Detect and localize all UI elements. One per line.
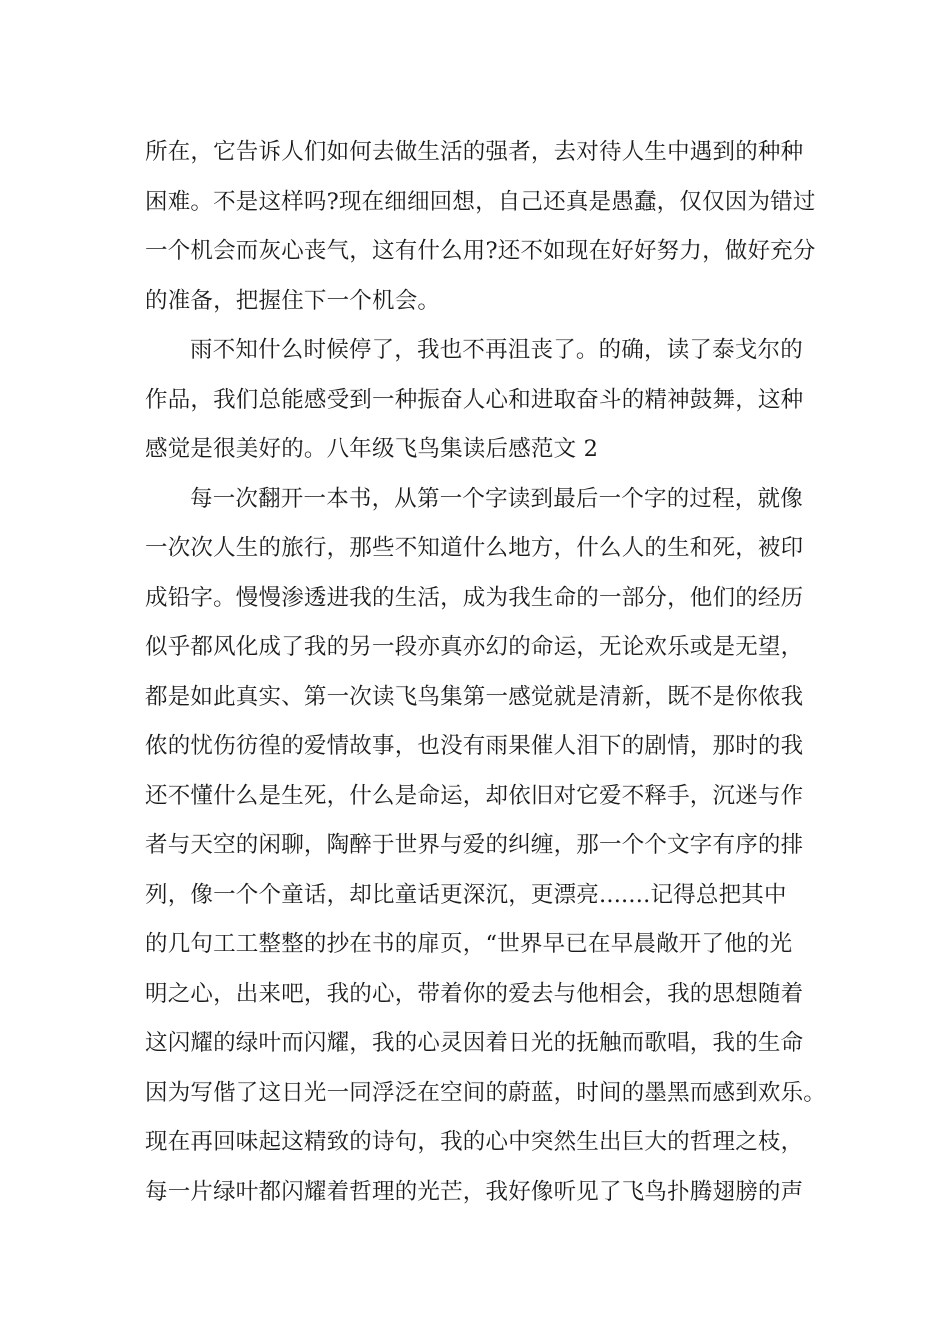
text-line: 都是如此真实、第一次读飞鸟集第一感觉就是清新，既不是你侬我 — [145, 683, 804, 710]
text-line: 还不懂什么是生死，什么是命运，却依旧对它爱不释手，沉迷与作 — [145, 782, 804, 809]
text-line: 雨不知什么时候停了，我也不再沮丧了。的确，读了泰戈尔的 — [190, 337, 803, 363]
text-line: 因为写偕了这日光一同浮泛在空间的蔚蓝，时间的墨黑而感到欢乐。 — [145, 1079, 827, 1106]
text-line: 似乎都风化成了我的另一段亦真亦幻的命运，无论欢乐或是无望， — [145, 634, 804, 660]
text-line: 现在再回味起这精致的诗句，我的心中突然生出巨大的哲理之枝， — [145, 1129, 804, 1155]
text-line: 一次次人生的旅行，那些不知道什么地方，什么人的生和死，被印 — [145, 535, 804, 561]
text-line: 每一次翻开一本书，从第一个字读到最后一个字的过程，就像 — [190, 485, 803, 512]
text-line: 者与天空的闲聊，陶醉于世界与爱的纠缠，那一个个文字有序的排 — [145, 832, 804, 858]
text-line: 感觉是很美好的。八年级飞鸟集读后感范文 2 — [145, 436, 599, 462]
text-line: 这闪耀的绿叶而闪耀，我的心灵因着日光的抚触而歌唱，我的生命 — [145, 1030, 804, 1056]
text-line: 一个机会而灰心丧气，这有什么用?还不如现在好好努力，做好充分 — [145, 238, 816, 264]
text-line: 的准备，把握住下一个机会。 — [145, 287, 441, 314]
text-line: 每一片绿叶都闪耀着哲理的光芒，我好像听见了飞鸟扑腾翅膀的声 — [145, 1178, 804, 1205]
text-line: 列，像一个个童话，却比童话更深沉，更漂亮.......记得总把其中 — [145, 881, 787, 908]
text-line: 作品，我们总能感受到一种振奋人心和进取奋斗的精神鼓舞，这种 — [145, 386, 804, 413]
text-line: 侬的忧伤彷徨的爱情故事，也没有雨果催人泪下的剧情，那时的我 — [145, 733, 804, 759]
text-line: 成铅字。慢慢渗透进我的生活，成为我生命的一部分，他们的经历 — [145, 584, 804, 611]
text-line: 的几句工工整整的抄在书的扉页，“世界早已在早晨敞开了他的光 — [145, 931, 793, 957]
text-line: 明之心，出来吧，我的心，带着你的爱去与他相会，我的思想随着 — [145, 980, 804, 1007]
text-line: 所在，它告诉人们如何去做生活的强者，去对待人生中遇到的种种 — [145, 139, 804, 165]
body-text — [145, 128, 825, 1217]
text-line: 困难。不是这样吗?现在细细回想，自己还真是愚蠢，仅仅因为错过 — [145, 188, 816, 215]
